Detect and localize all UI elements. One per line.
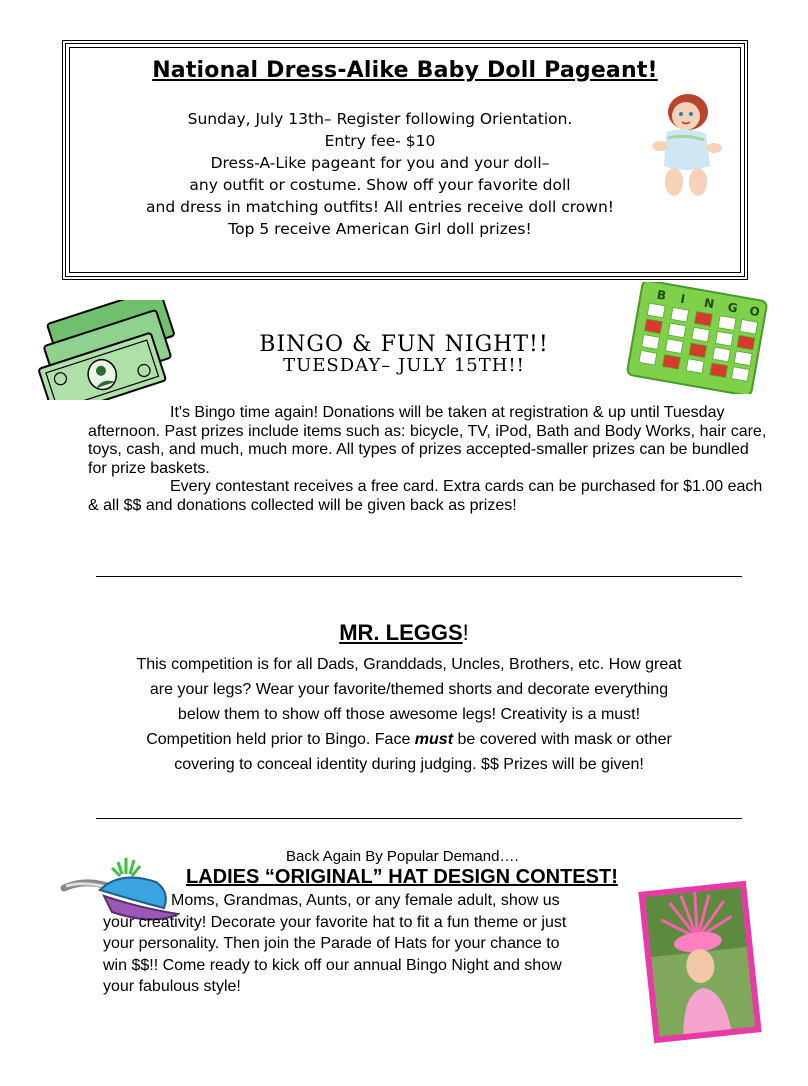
pageant-box bbox=[62, 40, 748, 280]
pageant-line: and dress in matching outfits! All entries receive doll crown! bbox=[146, 198, 614, 216]
leggs-line: This competition is for all Dads, Granddads, Uncles, Brothers, etc. How great bbox=[136, 656, 682, 673]
bingo-paragraph: It's Bingo time again! Donations will be taken at registration & up until Tuesday afternoon. Past prizes include items such as: bicycle, TV, iPod, Bath and Body Works, hair care, toys, cash, and much, much more. All types of prizes accepted-smaller prizes can be bundled for prize baskets. bbox=[88, 404, 767, 477]
bingo-paragraph: Every contestant receives a free card. Extra cards can be purchased for $1.00 each & all $$ and donations collected will be given back as prizes! bbox=[88, 478, 763, 514]
leggs-description bbox=[80, 652, 738, 777]
bingo-card-letter: N bbox=[703, 295, 716, 312]
hat-line: your personality. Then join the Parade of Hats for your chance to bbox=[103, 935, 560, 952]
hat-title: LADIES “ORIGINAL” HAT DESIGN CONTEST! bbox=[186, 866, 618, 888]
leggs-title-text: MR. LEGGS bbox=[339, 620, 463, 645]
leggs-title-suffix: ! bbox=[462, 620, 469, 645]
hat-photo-icon bbox=[636, 878, 764, 1046]
pageant-line: Entry fee- $10 bbox=[324, 132, 436, 150]
hat-kicker: Back Again By Popular Demand…. bbox=[286, 848, 519, 865]
pageant-title: National Dress-Alike Baby Doll Pageant! bbox=[152, 58, 658, 83]
bingo-card-icon bbox=[622, 282, 772, 394]
hat-line: win $$!! Come ready to kick off our annual Bingo Night and show bbox=[103, 956, 562, 974]
section-divider bbox=[96, 818, 742, 819]
baby-doll-icon bbox=[640, 84, 730, 204]
leggs-line: covering to conceal identity during judging. $$ Prizes will be given! bbox=[174, 756, 644, 773]
bingo-description bbox=[88, 404, 768, 515]
leggs-line: below them to show off those awesome legs! Creativity is a must! bbox=[177, 706, 641, 723]
bingo-card-letter: I bbox=[679, 291, 687, 307]
section-divider bbox=[96, 576, 742, 577]
bingo-card-letter: O bbox=[748, 303, 761, 320]
leggs-line bbox=[80, 727, 738, 752]
leggs-emphasis: must bbox=[414, 731, 454, 748]
pageant-line: Sunday, July 13th– Register following Orientation. bbox=[187, 110, 573, 128]
bingo-date: TUESDAY– JULY 15TH!! bbox=[283, 355, 525, 376]
leggs-title bbox=[0, 620, 808, 646]
pageant-description bbox=[76, 108, 684, 240]
bingo-title: BINGO & FUN NIGHT!! bbox=[259, 332, 549, 357]
leggs-line-text: be covered with mask or other bbox=[453, 731, 672, 748]
pageant-line: Top 5 receive American Girl doll prizes! bbox=[228, 220, 532, 238]
pageant-line: Dress-A-Like pageant for you and your doll– bbox=[210, 154, 550, 172]
hat-description bbox=[103, 890, 663, 998]
hat-line: your creativity! Decorate your favorite hat to fit a fun theme or just bbox=[103, 913, 567, 931]
leggs-line-text: Competition held prior to Bingo. Face bbox=[146, 731, 415, 748]
leggs-line: are your legs? Wear your favorite/themed shorts and decorate everything bbox=[149, 681, 669, 698]
pageant-line: any outfit or costume. Show off your favorite doll bbox=[189, 176, 571, 194]
hat-line: Moms, Grandmas, Aunts, or any female adult, show us bbox=[171, 892, 560, 909]
bingo-card-letter: B bbox=[655, 287, 668, 303]
hat-line: your fabulous style! bbox=[103, 978, 241, 995]
bingo-card-letter: G bbox=[726, 299, 739, 316]
